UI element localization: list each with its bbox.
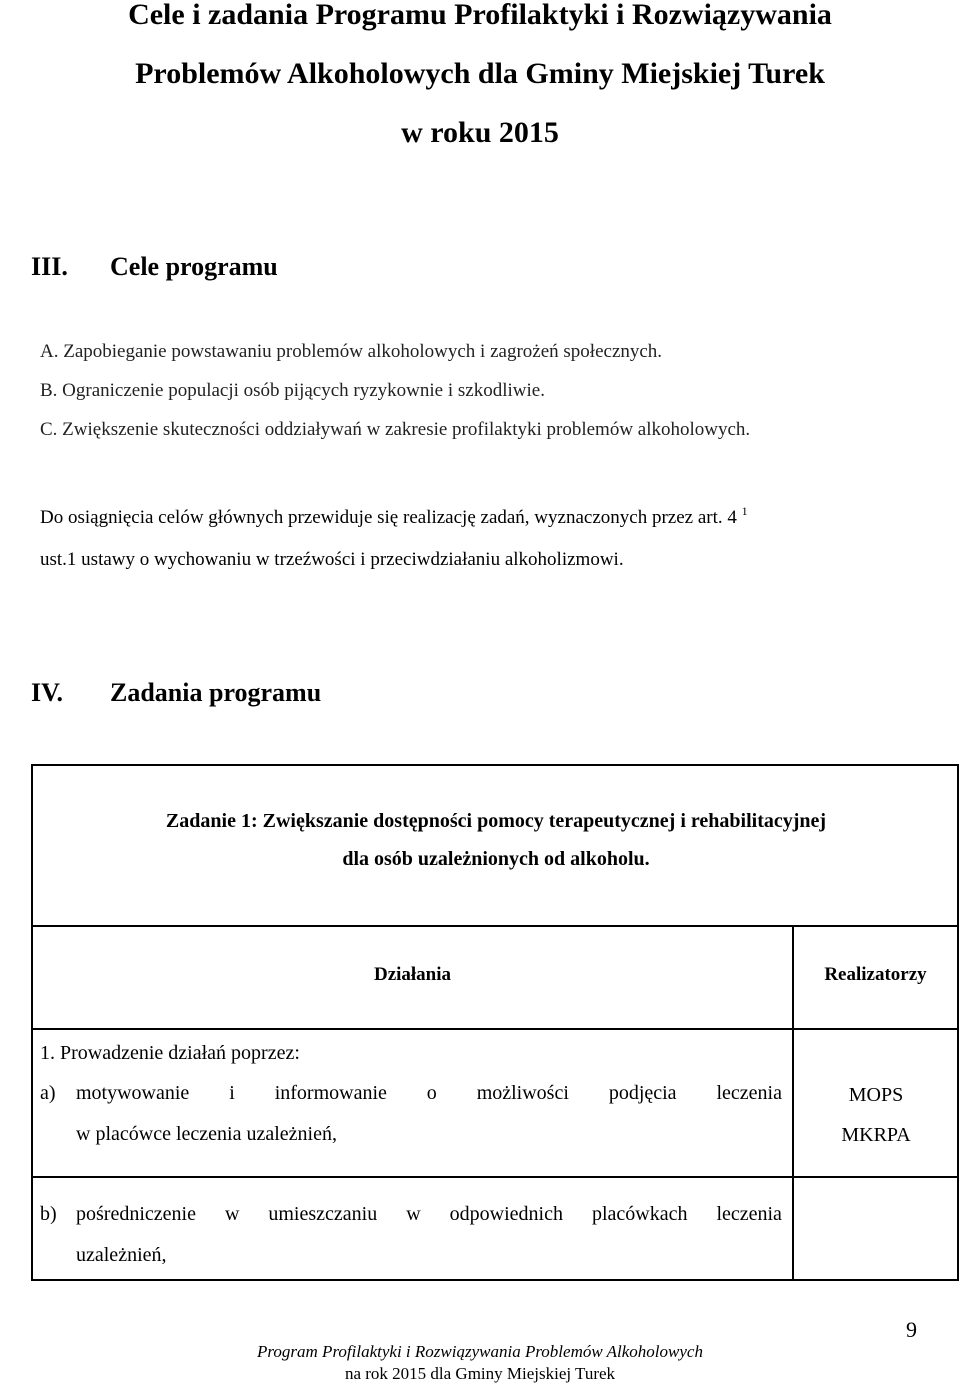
item-b-word: w — [224, 1203, 240, 1225]
item-a-word: o — [426, 1082, 437, 1104]
footer — [0, 1341, 960, 1385]
item-b-word: w — [406, 1203, 421, 1225]
item-a-line-2: w placówce leczenia uzależnień, — [76, 1123, 337, 1145]
paragraph-part-1: Do osiągnięcia celów głównych przewiduje się realizację zadań, wyznaczonych przez art. 4 — [40, 507, 737, 528]
item-a-word: motywowanie — [76, 1082, 190, 1104]
section-4-number: IV. — [31, 678, 64, 707]
goal-b: B. Ograniczenie populacji osób pijących ryzykownie i szkodliwie. — [40, 380, 545, 401]
item-a-label: a) — [40, 1082, 56, 1104]
paragraph-part-2: ust.1 ustawy o wychowaniu w trzeźwości i przeciwdziałaniu alkoholizmowi. — [40, 549, 624, 570]
table-border-bottom — [31, 1279, 959, 1281]
executor-mkrpa: MKRPA — [841, 1124, 911, 1146]
column-header-executors: Realizatorzy — [824, 964, 927, 985]
item-b-line-1 — [76, 1203, 782, 1226]
table-border-header — [31, 925, 959, 927]
task-title-line-2: dla osób uzależnionych od alkoholu. — [342, 848, 650, 870]
section-3-number: III. — [31, 252, 68, 281]
item-a-word: informowanie — [274, 1082, 387, 1104]
task-title-line-1: Zadanie 1: Zwiększanie dostępności pomocy terapeutycznej i rehabilitacyjnej — [165, 810, 827, 832]
goal-a: A. Zapobieganie powstawaniu problemów alkoholowych i zagrożeń społecznych. — [40, 341, 663, 362]
item-a-word: podjęcia — [608, 1082, 677, 1104]
goals-paragraph — [40, 497, 920, 581]
page-number: 9 — [906, 1317, 917, 1342]
table-border-row-b — [31, 1176, 959, 1178]
item-a-word: leczenia — [716, 1082, 782, 1104]
document-title-line-1: Cele i zadania Programu Profilaktyki i Rozwiązywania — [128, 0, 832, 31]
paragraph-superscript: 1 — [741, 504, 748, 518]
item-a-word: i — [229, 1082, 235, 1104]
item-b-word: pośredniczenie — [76, 1203, 196, 1225]
item-b-word: odpowiednich — [449, 1203, 563, 1225]
item-b-word: leczenia — [716, 1203, 782, 1225]
table-border-columns — [31, 1028, 959, 1030]
item-b-word: umieszczaniu — [268, 1203, 378, 1225]
actions-intro: 1. Prowadzenie działań poprzez: — [40, 1042, 300, 1064]
footer-line-1: Program Profilaktyki i Rozwiązywania Problemów Alkoholowych — [257, 1342, 703, 1361]
goal-c: C. Zwiększenie skuteczności oddziaływań w zakresie profilaktyki problemów alkoholowych. — [40, 419, 751, 440]
section-4-title: Zadania programu — [110, 678, 322, 707]
item-b-line-2: uzależnień, — [76, 1244, 167, 1266]
document-title-line-2: Problemów Alkoholowych dla Gminy Miejskiej Turek — [135, 57, 825, 90]
item-a-line-1 — [76, 1082, 782, 1105]
item-b-word: placówkach — [591, 1203, 688, 1225]
section-3-heading — [31, 252, 278, 282]
section-4-heading — [31, 678, 321, 708]
item-b-label: b) — [40, 1203, 57, 1225]
section-3-title: Cele programu — [110, 252, 278, 281]
item-a-word: możliwości — [476, 1082, 569, 1104]
footer-line-2: na rok 2015 dla Gminy Miejskiej Turek — [344, 1364, 616, 1383]
column-header-actions: Działania — [373, 964, 452, 985]
document-title-line-3: w roku 2015 — [401, 116, 559, 149]
table-border-top — [31, 764, 959, 766]
executor-mops: MOPS — [848, 1084, 904, 1106]
